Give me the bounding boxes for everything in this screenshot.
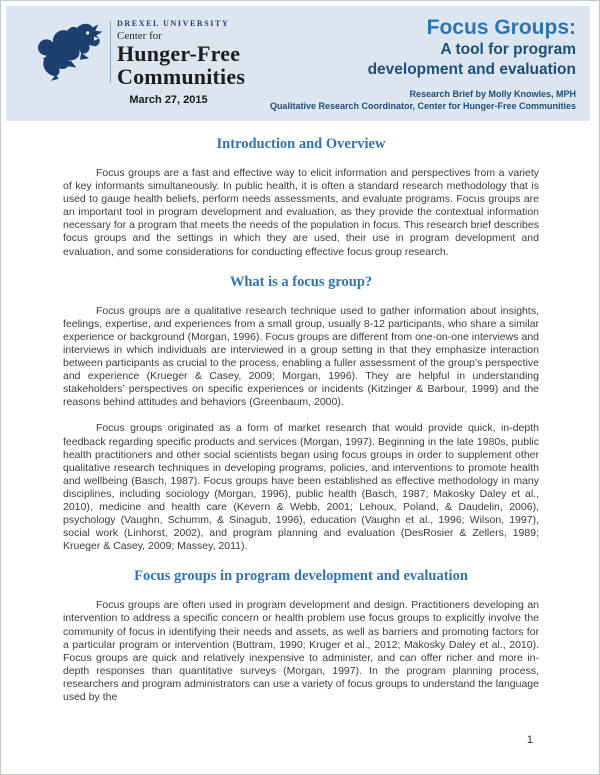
section-heading-program-development: Focus groups in program development and evaluation [134,568,468,585]
title-block [176,16,576,112]
document-subtitle-line2: development and evaluation [367,61,576,78]
paragraph: Focus groups are often used in program development and design. Practitioners developing an intervention to address a specific concern or health problem use focus groups to explicitly involve the community of focus in identifying their needs and assets, as well as barriers and promoting factors for a particular program or intervention (Buttram, 1990; Kruger et al., 2012; Makosky Daley et al., 2010). Focus groups are quick and relatively inexpensive to administer, and can offer richer and more in-depth responses than quantitative surveys (Morgan, 1997). In the program planning process, researchers and program administrators can use a variety of focus groups to understand the language used by the [63,599,539,703]
drexel-dragon-icon [34,21,106,83]
byline-author: Research Brief by Molly Knowles, MPH [409,89,576,99]
paragraph: Focus groups are a qualitative research technique used to gather information about insights, feelings, expertise, and experiences from a small group, usually 8-12 participants, who share a similar experience or background (Morgan, 1996). Focus groups are different from one-on-one interviews and interviews in which individuals are interviewed in a group setting in that they emphasize interaction between participants as crucial to the process, enabling a fuller assessment of the group’s perspective and experience (Krueger & Casey, 2009; Morgan, 1996). They are helpful in understanding stakeholders’ perspectives on specific experiences or incidents (Kitzinger & Barbour, 1999) and the reasons behind attitudes and behaviors (Greenbaum, 2000). [63,304,539,409]
document-body [1,123,600,717]
document-byline [176,89,576,112]
logo-university-name: DREXEL UNIVERSITY [117,19,230,28]
section-heading-what-is-a-focus-group: What is a focus group? [229,273,373,290]
page-number: 1 [526,734,533,746]
document-date: March 27, 2015 [129,94,208,106]
logo-hunger-free: Hunger-Free [117,41,241,66]
logo-center-for: Center for [117,30,162,42]
byline-role: Qualitative Research Coordinator, Center for Hunger-Free Communities [269,100,576,111]
logo-divider [110,21,111,83]
header-band [6,6,590,121]
section-heading-introduction: Introduction and Overview [216,136,386,152]
paragraph: Focus groups are a fast and effective way to elicit information and perspectives from a variety of key informants simultaneously. In public health, it is often a standard research methodology that is used to gauge health beliefs, perform needs assessments, and evaluate programs. Focus groups are an important tool in program development and evaluation, as they provide the contextual information necessary for a program that meets the needs of the population in focus. This research brief describes focus groups and the settings in which they are used, their use in program development and evaluation, and some considerations for conducting effective focus group research. [63,167,539,258]
document-title: Focus Groups: [426,16,576,39]
logo-communities: Communities [117,64,246,89]
document-subtitle-line1: A tool for program [440,41,576,58]
paragraph: Focus groups originated as a form of market research that would provide quick, in-depth feedback regarding specific products and services (Morgan, 1997). Beginning in the late 1980s, public health practitioners and other social scientists began using focus groups in order to supplement other qualitative research techniques in developing programs, policies, and interventions to promote health and wellbeing (Basch, 1987). Focus groups have been established as effective methodology in many disciplines, including sociology (Morgan, 1996), public health (Basch, 1987; Makosky Daley et al., 2010), medicine and health care (Kevern & Webb, 2001; Lehoux, Poland, & Daudelin, 2006), psychology (Vaughn, Schumm, & Sinagub, 1996), education (Vaughn et al., 1996; Wilson, 1997), social work (Linhorst, 2002), and program planning and evaluation (DesRosier & Zellers, 1989; Krueger & Casey, 2009; Massey, 2011). [63,422,539,553]
